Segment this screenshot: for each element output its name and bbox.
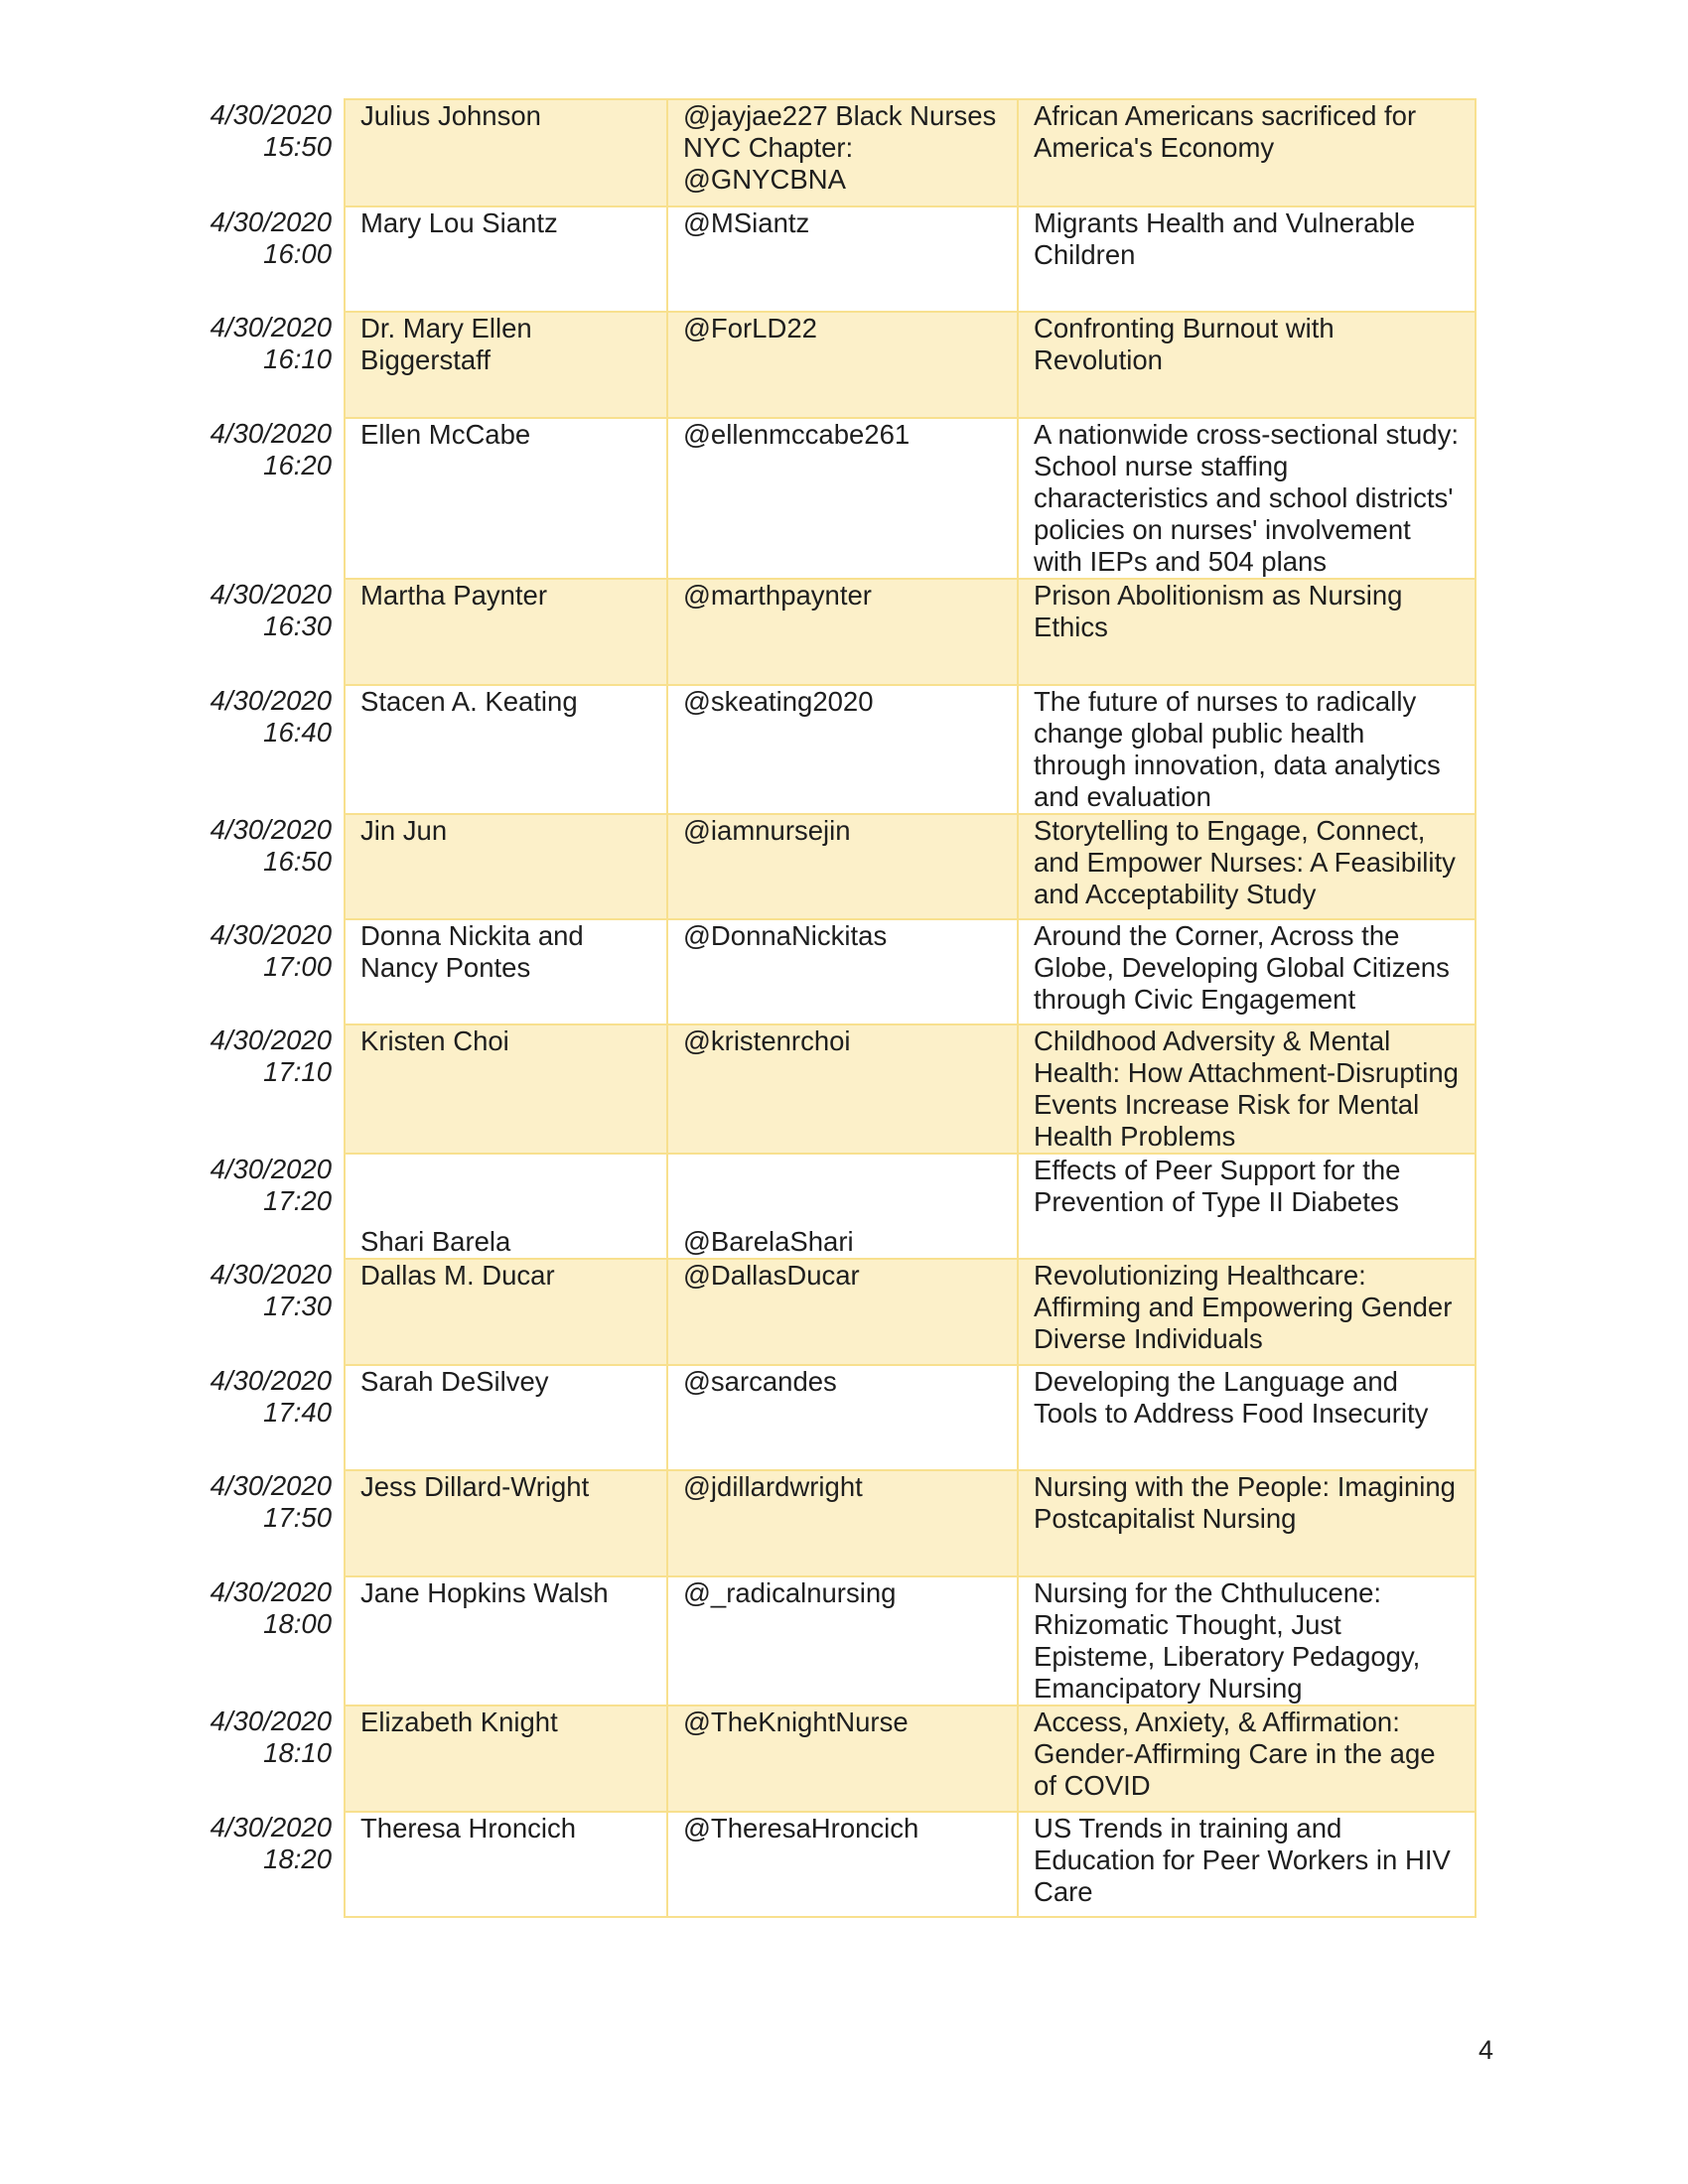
presenter-name: Kristen Choi bbox=[345, 1024, 667, 1154]
twitter-handle: @iamnursejin bbox=[667, 814, 1018, 919]
time: 17:00 bbox=[263, 951, 332, 982]
table-row bbox=[204, 99, 1476, 206]
session-title: Around the Corner, Across the Globe, Developing Global Citizens through Civic Engagement bbox=[1018, 919, 1476, 1024]
presenter-name: Mary Lou Siantz bbox=[345, 206, 667, 312]
table-row bbox=[204, 685, 1476, 814]
table-row bbox=[204, 418, 1476, 579]
date: 4/30/2020 bbox=[210, 312, 332, 342]
presenter-name: Dr. Mary Ellen Biggerstaff bbox=[345, 312, 667, 418]
datetime-cell bbox=[204, 99, 345, 206]
datetime-cell bbox=[204, 579, 345, 685]
session-title: Revolutionizing Healthcare: Affirming and Empowering Gender Diverse Individuals bbox=[1018, 1259, 1476, 1365]
table-row bbox=[204, 1706, 1476, 1812]
twitter-handle: @marthpaynter bbox=[667, 579, 1018, 685]
date: 4/30/2020 bbox=[210, 685, 332, 716]
session-title: The future of nurses to radically change global public health through innovation, data analytics and evaluation bbox=[1018, 685, 1476, 814]
presenter-name: Sarah DeSilvey bbox=[345, 1365, 667, 1470]
time: 17:50 bbox=[263, 1502, 332, 1533]
table-row bbox=[204, 919, 1476, 1024]
session-title: Storytelling to Engage, Connect, and Empower Nurses: A Feasibility and Acceptability Study bbox=[1018, 814, 1476, 919]
date: 4/30/2020 bbox=[210, 1024, 332, 1055]
date: 4/30/2020 bbox=[210, 1576, 332, 1607]
twitter-handle: @MSiantz bbox=[667, 206, 1018, 312]
session-title: African Americans sacrificed for America's Economy bbox=[1018, 99, 1476, 206]
presenter-name: Stacen A. Keating bbox=[345, 685, 667, 814]
date: 4/30/2020 bbox=[210, 919, 332, 950]
twitter-handle: @BarelaShari bbox=[667, 1154, 1018, 1259]
presenter-name: Theresa Hroncich bbox=[345, 1812, 667, 1917]
date: 4/30/2020 bbox=[210, 1812, 332, 1843]
table-row bbox=[204, 1576, 1476, 1706]
time: 15:50 bbox=[263, 131, 332, 162]
twitter-handle: @ForLD22 bbox=[667, 312, 1018, 418]
time: 16:40 bbox=[263, 717, 332, 748]
date: 4/30/2020 bbox=[210, 1259, 332, 1290]
datetime-cell bbox=[204, 814, 345, 919]
presenter-name: Jane Hopkins Walsh bbox=[345, 1576, 667, 1706]
table-row bbox=[204, 1812, 1476, 1917]
table-row bbox=[204, 1024, 1476, 1154]
date: 4/30/2020 bbox=[210, 1470, 332, 1501]
table-row bbox=[204, 1259, 1476, 1365]
session-title: US Trends in training and Education for Peer Workers in HIV Care bbox=[1018, 1812, 1476, 1917]
presenter-name: Elizabeth Knight bbox=[345, 1706, 667, 1812]
datetime-cell bbox=[204, 1154, 345, 1259]
time: 16:50 bbox=[263, 846, 332, 877]
datetime-cell bbox=[204, 1470, 345, 1576]
presenter-name: Dallas M. Ducar bbox=[345, 1259, 667, 1365]
time: 17:40 bbox=[263, 1397, 332, 1428]
twitter-handle: @skeating2020 bbox=[667, 685, 1018, 814]
datetime-cell bbox=[204, 919, 345, 1024]
datetime-cell bbox=[204, 685, 345, 814]
presenter-name: Julius Johnson bbox=[345, 99, 667, 206]
table-row bbox=[204, 1470, 1476, 1576]
datetime-cell bbox=[204, 1259, 345, 1365]
session-title: Effects of Peer Support for the Prevention of Type II Diabetes bbox=[1018, 1154, 1476, 1259]
datetime-cell bbox=[204, 1576, 345, 1706]
date: 4/30/2020 bbox=[210, 206, 332, 237]
presenter-name: Donna Nickita and Nancy Pontes bbox=[345, 919, 667, 1024]
time: 17:10 bbox=[263, 1056, 332, 1087]
twitter-handle: @jayjae227 Black Nurses NYC Chapter: @GNYCBNA bbox=[667, 99, 1018, 206]
date: 4/30/2020 bbox=[210, 1706, 332, 1736]
datetime-cell bbox=[204, 1706, 345, 1812]
date: 4/30/2020 bbox=[210, 814, 332, 845]
date: 4/30/2020 bbox=[210, 1365, 332, 1396]
time: 17:30 bbox=[263, 1291, 332, 1321]
twitter-handle: @sarcandes bbox=[667, 1365, 1018, 1470]
twitter-handle: @TheresaHroncich bbox=[667, 1812, 1018, 1917]
twitter-handle: @TheKnightNurse bbox=[667, 1706, 1018, 1812]
twitter-handle: @DonnaNickitas bbox=[667, 919, 1018, 1024]
presenter-name: Shari Barela bbox=[345, 1154, 667, 1259]
table-row bbox=[204, 579, 1476, 685]
twitter-handle: @ellenmccabe261 bbox=[667, 418, 1018, 579]
table-row bbox=[204, 814, 1476, 919]
session-title: Access, Anxiety, & Affirmation: Gender-Affirming Care in the age of COVID bbox=[1018, 1706, 1476, 1812]
time: 16:00 bbox=[263, 238, 332, 269]
date: 4/30/2020 bbox=[210, 579, 332, 610]
datetime-cell bbox=[204, 1365, 345, 1470]
schedule-table bbox=[204, 98, 1477, 1918]
session-title: Migrants Health and Vulnerable Children bbox=[1018, 206, 1476, 312]
presenter-name: Ellen McCabe bbox=[345, 418, 667, 579]
time: 17:20 bbox=[263, 1185, 332, 1216]
time: 16:10 bbox=[263, 343, 332, 374]
twitter-handle: @DallasDucar bbox=[667, 1259, 1018, 1365]
time: 18:00 bbox=[263, 1608, 332, 1639]
datetime-cell bbox=[204, 1024, 345, 1154]
session-title: Nursing with the People: Imagining Postcapitalist Nursing bbox=[1018, 1470, 1476, 1576]
twitter-handle: @jdillardwright bbox=[667, 1470, 1018, 1576]
session-title: Childhood Adversity & Mental Health: How Attachment-Disrupting Events Increase Risk for Mental Health Problems bbox=[1018, 1024, 1476, 1154]
table-row bbox=[204, 312, 1476, 418]
time: 18:20 bbox=[263, 1843, 332, 1874]
table-row bbox=[204, 1365, 1476, 1470]
session-title: Confronting Burnout with Revolution bbox=[1018, 312, 1476, 418]
page-number: 4 bbox=[1477, 2035, 1493, 2065]
datetime-cell bbox=[204, 418, 345, 579]
twitter-handle: @_radicalnursing bbox=[667, 1576, 1018, 1706]
time: 16:20 bbox=[263, 450, 332, 480]
datetime-cell bbox=[204, 1812, 345, 1917]
time: 16:30 bbox=[263, 611, 332, 641]
datetime-cell bbox=[204, 312, 345, 418]
presenter-name: Jess Dillard-Wright bbox=[345, 1470, 667, 1576]
presenter-name: Martha Paynter bbox=[345, 579, 667, 685]
datetime-cell bbox=[204, 206, 345, 312]
twitter-handle: @kristenrchoi bbox=[667, 1024, 1018, 1154]
session-title: A nationwide cross-sectional study: School nurse staffing characteristics and school districts' policies on nurses' involvement with IEPs and 504 plans bbox=[1018, 418, 1476, 579]
date: 4/30/2020 bbox=[210, 1154, 332, 1184]
table-row bbox=[204, 1154, 1476, 1259]
table-row bbox=[204, 206, 1476, 312]
date: 4/30/2020 bbox=[210, 99, 332, 130]
time: 18:10 bbox=[263, 1737, 332, 1768]
session-title: Developing the Language and Tools to Address Food Insecurity bbox=[1018, 1365, 1476, 1470]
presenter-name: Jin Jun bbox=[345, 814, 667, 919]
session-title: Nursing for the Chthulucene: Rhizomatic Thought, Just Episteme, Liberatory Pedagogy, Emancipatory Nursing bbox=[1018, 1576, 1476, 1706]
date: 4/30/2020 bbox=[210, 418, 332, 449]
session-title: Prison Abolitionism as Nursing Ethics bbox=[1018, 579, 1476, 685]
